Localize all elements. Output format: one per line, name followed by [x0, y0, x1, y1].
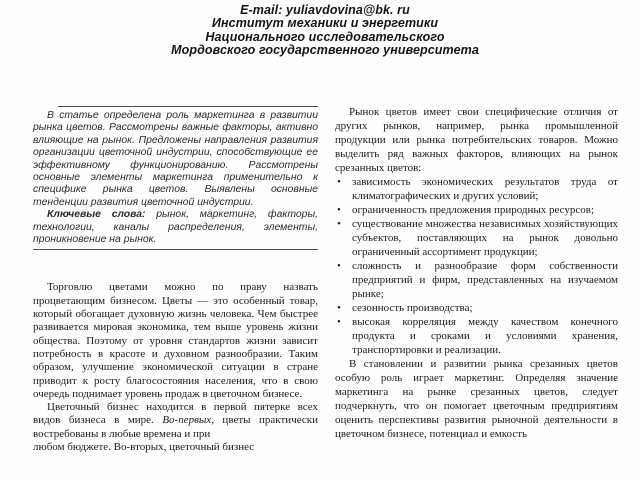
list-item: • сложность и разнообразие форм собственности предприятий и фирм, представленных на изучаемом рынке;: [337, 260, 618, 300]
bullet-icon: •: [337, 204, 341, 216]
body-paragraph-1: Торговлю цветами можно по праву назвать процветающим бизнесом. Цветы — это особенный товар, который обогащает духовную жизнь человека. Чем быстрее развивается мировая экономика, тем выше уровень жизни общества. Поэтому от уровня стандартов жизни зависит потребность в красоте и духовном разнообразии. Таким образом, улучшение экономической ситуации в стране приводит к росту благосостояния населения, что в свою очередь поднимает уровень продаж в цветочном бизнесе.: [33, 281, 318, 400]
abstract-bottom-rule: [33, 249, 318, 250]
keywords-text: рынок, маркетинг, факторы, технологии, каналы распределения, элементы, проникновение на рынок.: [33, 209, 318, 246]
list-item: • зависимость экономических результатов труда от климатографических и других условий;: [337, 176, 618, 202]
list-item: • ограниченность предложения природных ресурсов;: [337, 204, 595, 216]
body-paragraph-2-emphasis: Во-первых: [162, 414, 212, 427]
left-body-text: [33, 281, 318, 454]
author-affiliation-block: [33, 4, 617, 58]
bullet-icon: •: [337, 260, 341, 272]
bullet-icon: •: [337, 218, 341, 230]
keywords-label: Ключевые слова:: [47, 209, 146, 221]
bullet-icon: •: [337, 176, 341, 188]
right-column: [335, 100, 618, 441]
affiliation-line-1: Институт механики и энергетики: [211, 16, 439, 31]
market-factors-list: [335, 175, 618, 357]
abstract-top-rule: [58, 106, 318, 107]
clipped-bottom-line: любом бюджете. Во-вторых, цветочный бизнес: [33, 441, 255, 454]
list-item: • существование множества независимых хозяйствующих субъектов, поставляющих на рынок довольно ограниченный ассортимент продукции;: [337, 218, 618, 258]
affiliation-line-3: Мордовского государственного университета: [171, 43, 479, 58]
body-paragraph-2-start: Цветочный бизнес находится в первой пятерке всех видов бизнеса в мире.: [33, 401, 318, 427]
marketing-role-paragraph: В становлении и развитии рынка срезанных цветов особую роль играет маркетинг. Определяя значение маркетинга на рынке срезанных цветов, следует подчеркнуть, что он помогает цветочным предприятиям оценить перспективы развития рыночной деятельности в цветочном бизнесе, потенциал и емкость: [335, 358, 618, 440]
bullet-icon: •: [337, 302, 341, 314]
author-email: E-mail: yuliavdovina@bk. ru: [240, 3, 410, 17]
list-item: • сезонность производства;: [337, 302, 473, 314]
abstract-text: В статье определена роль маркетинга в развитии рынка цветов. Рассмотрены важные факторы, активно влияющие на рынок. Предложены направления развития организации цветочной индустрии, способствующие ее эффективному функционированию. Рассмотрены основные элементы маркетинга применительно к специфике рынка цветов. Выявлены основные тенденции развития цветочной индустрии.: [33, 110, 318, 208]
affiliation-line-2: Национального исследовательского: [205, 29, 445, 44]
left-column: [33, 100, 318, 454]
body-paragraph-2: [33, 401, 318, 441]
abstract-block: [33, 110, 318, 246]
list-item: • высокая корреляция между качеством конечного продукта и сроками и условиями хранения, транспортировки и реализации.: [337, 316, 618, 356]
bullet-icon: •: [337, 316, 341, 328]
keywords-paragraph: [33, 209, 318, 246]
market-intro-paragraph: Рынок цветов имеет свои специфические отличия от других рынков, например, рынка промышленной продукции или рынка потребительских товаров. Можно выделить ряд важных факторов, влияющих на рынок срезанных цветов:: [335, 106, 618, 174]
right-body-text: [335, 105, 618, 441]
body-paragraph-2-end: , цветы практически востребованы в любые времена и при: [33, 414, 318, 440]
